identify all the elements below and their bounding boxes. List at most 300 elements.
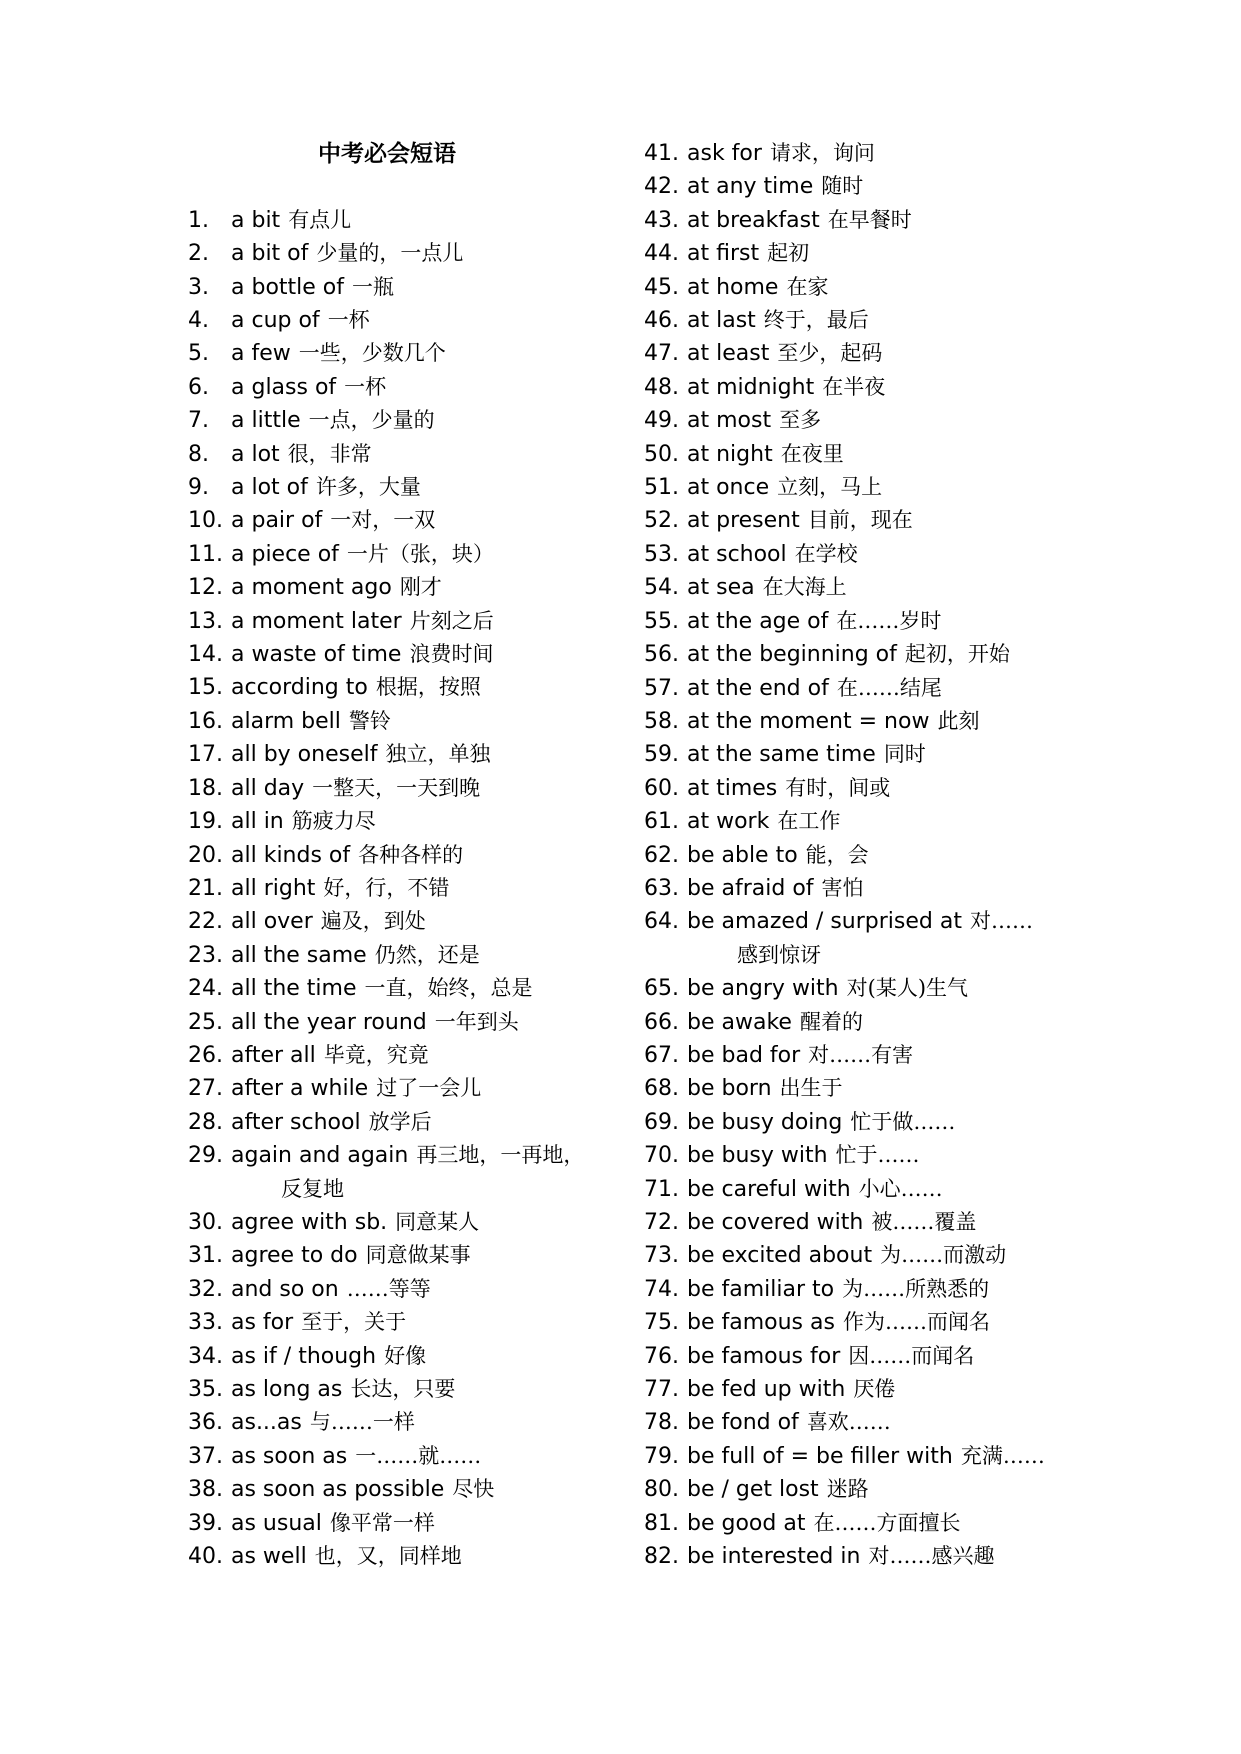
item-line [687,972,968,1005]
english-phrase: after a while [231,1076,369,1102]
item-line [231,1440,481,1473]
chinese-meaning: 在半夜 [822,374,886,399]
item-line [231,1373,455,1406]
phrase-item [644,404,1084,437]
item-text [687,1106,955,1139]
item-number: 2. [188,241,209,267]
item-number: 45. [644,274,679,300]
phrase-item [644,271,1084,304]
chinese-meaning: 在早餐时 [827,207,912,232]
english-phrase: at the same time [687,742,876,768]
chinese-meaning: 片刻之后 [409,608,494,633]
phrase-item [188,538,618,571]
item-line [231,1306,406,1339]
item-text [231,1273,431,1306]
chinese-meaning: 与……一样 [309,1410,415,1435]
chinese-meaning: 同时 [883,742,926,767]
chinese-meaning: 一整天，一天到晚 [312,775,481,800]
item-number: 73. [644,1243,679,1269]
phrase-item [644,137,1084,170]
item-number: 3. [188,274,209,300]
item-line [231,738,490,771]
item-text [231,237,463,270]
item-text [687,404,821,437]
phrase-item [188,671,618,704]
chinese-meaning: 有时，间或 [785,775,891,800]
english-phrase: be careful with [687,1176,851,1202]
item-number: 11. [188,541,223,567]
item-line [687,805,840,838]
chinese-meaning: 根据，按照 [375,675,481,700]
chinese-meaning: 一瓶 [352,274,394,299]
chinese-meaning: 少量的，一点儿 [316,241,464,266]
english-phrase: as soon as [231,1443,348,1469]
item-text [231,1139,584,1206]
item-text [231,1039,429,1072]
item-line [231,872,449,905]
english-phrase: a bottle of [231,274,344,300]
english-phrase: a bit [231,207,281,233]
chinese-meaning: 对…… [969,909,1033,934]
item-line [687,1306,990,1339]
chinese-meaning: 为……所熟悉的 [842,1276,990,1301]
item-number: 36. [188,1410,223,1436]
phrase-item [644,638,1084,671]
english-phrase: be covered with [687,1210,864,1235]
english-phrase: at any time [687,174,814,200]
item-text [231,671,481,704]
item-number: 50. [644,441,679,467]
chinese-meaning: 同意某人 [395,1209,480,1234]
english-phrase: at home [687,274,779,300]
item-line [687,1273,989,1306]
english-phrase: all right [231,875,316,901]
english-phrase: be fed up with [687,1377,846,1403]
phrase-item [644,1273,1084,1306]
item-text [687,1340,974,1373]
item-line [231,1507,435,1540]
english-phrase: be interested in [687,1544,861,1570]
item-number: 69. [644,1109,679,1135]
item-text [687,237,809,270]
item-number: 25. [188,1009,223,1035]
chinese-meaning: 一杯 [344,374,387,399]
item-text [231,1340,426,1373]
item-line [687,137,875,170]
phrase-item [644,304,1084,337]
chinese-meaning: 至少，起码 [777,341,883,366]
item-number: 15. [188,675,223,701]
page-title: 中考必会短语 [318,140,456,167]
english-phrase: at last [687,308,756,334]
english-phrase: be fond of [687,1410,799,1436]
item-line [231,839,463,872]
item-line [231,1072,481,1105]
item-text [687,337,882,370]
chinese-meaning: 在大海上 [762,575,847,600]
chinese-meaning: 很，非常 [287,441,372,466]
chinese-meaning: 为……而激动 [880,1243,1007,1268]
phrase-item [644,1306,1084,1339]
item-number: 75. [644,1310,679,1336]
item-number: 22. [188,909,223,935]
phrase-item [644,1006,1084,1039]
english-phrase: and so on [231,1276,339,1302]
english-phrase: a lot [231,441,280,467]
english-phrase: be busy with [687,1143,828,1169]
item-line [231,638,493,671]
item-number: 57. [644,675,679,701]
item-line [231,538,494,571]
phrase-item [644,605,1084,638]
english-phrase: at the age of [687,608,829,634]
item-line [231,304,370,337]
english-phrase: be bad for [687,1042,801,1068]
item-number: 66. [644,1009,679,1035]
chinese-meaning: 作为……而闻名 [842,1310,990,1335]
english-phrase: all the time [231,976,357,1002]
phrase-item [188,1507,618,1540]
english-phrase: be good at [687,1510,806,1536]
item-text [687,1072,843,1105]
item-number: 55. [644,608,679,634]
item-number: 13. [188,608,223,634]
english-phrase: at least [687,341,770,367]
item-line [687,872,864,905]
item-number: 62. [644,842,679,868]
item-number: 82. [644,1544,679,1570]
english-phrase: according to [231,675,368,701]
english-phrase: all the same [231,942,367,968]
phrase-item [644,1373,1084,1406]
english-phrase: be angry with [687,976,839,1002]
item-line [687,571,847,604]
item-line [231,1273,431,1306]
item-number: 19. [188,809,223,835]
chinese-meaning: 长达，只要 [350,1377,456,1401]
phrase-item [188,1139,618,1206]
item-text [231,371,386,404]
item-text [687,1440,1045,1473]
item-text [687,672,942,705]
chinese-meaning: 出生于 [779,1076,843,1101]
chinese-meaning: 再三地，一再地， [416,1143,585,1168]
phrase-item [188,772,618,805]
phrase-item [188,1106,618,1139]
item-number: 53. [644,541,679,567]
item-number: 46. [644,308,679,334]
item-number: 26. [188,1042,223,1068]
item-text [231,538,494,571]
chinese-meaning: 起初，开始 [904,642,1010,667]
chinese-meaning: 一片（张，块） [346,541,494,566]
item-text [231,271,394,304]
item-number: 72. [644,1210,679,1235]
item-number: 24. [188,976,223,1002]
phrase-item [644,1340,1084,1373]
chinese-meaning: 一杯 [327,308,370,332]
item-line [231,1239,471,1272]
english-phrase: after school [231,1109,361,1135]
phrase-item [188,1006,618,1039]
item-text [231,939,480,972]
phrase-item [644,1039,1084,1072]
phrase-item [188,1540,618,1573]
english-phrase: at night [687,441,773,467]
phrase-list-left [188,204,618,1574]
item-line [687,404,821,437]
item-text [687,1039,913,1072]
item-number: 64. [644,909,679,935]
chinese-meaning: ……等等 [346,1276,431,1301]
item-text [687,805,840,838]
chinese-meaning-continued: 感到惊讶 [737,942,821,967]
chinese-meaning: 对(某人)生气 [846,976,969,1001]
chinese-meaning: 好，行，不错 [323,875,450,900]
item-line [687,1473,869,1506]
chinese-meaning: 毕竟，究竟 [323,1042,429,1067]
phrase-list-right [644,137,1084,1573]
item-number: 81. [644,1510,679,1536]
phrase-item [188,1273,618,1306]
phrase-item [644,1540,1084,1573]
item-text [687,1406,891,1439]
item-number: 21. [188,875,223,901]
english-phrase: at times [687,775,778,801]
item-text [231,772,480,805]
english-phrase: as for [231,1310,294,1336]
item-number: 59. [644,742,679,768]
item-text [687,1473,869,1506]
item-text [231,1239,471,1272]
item-text [231,1072,481,1105]
item-number: 80. [644,1477,679,1503]
english-phrase: a pair of [231,508,323,534]
chinese-meaning-continued: 反复地 [281,1176,344,1201]
phrase-item [644,1473,1084,1506]
chinese-meaning: 能，会 [805,842,869,867]
item-number: 68. [644,1076,679,1102]
item-number: 40. [188,1544,223,1570]
item-text [687,504,913,537]
phrase-item [644,1173,1084,1206]
item-line [687,204,912,237]
chinese-meaning: 浪费时间 [409,642,494,667]
english-phrase: all the year round [231,1009,427,1035]
chinese-meaning: 一点，少量的 [308,408,435,433]
item-text [687,839,869,872]
item-line [231,504,435,537]
phrase-item [644,371,1084,404]
item-line [687,438,844,471]
phrase-item [644,705,1084,738]
item-number: 63. [644,875,679,901]
phrase-item [644,1406,1084,1439]
chinese-meaning: 一对，一双 [330,508,436,533]
chinese-meaning: 刚才 [399,575,442,600]
english-phrase: be amazed / surprised at [687,909,962,935]
item-number: 52. [644,508,679,534]
item-line [687,371,885,404]
item-text [231,1306,406,1339]
item-number: 32. [188,1276,223,1302]
chinese-meaning: 在工作 [777,809,841,834]
item-text [687,1006,863,1039]
item-text [687,538,858,571]
item-number: 76. [644,1343,679,1369]
english-phrase: a cup of [231,308,320,333]
item-text [231,471,421,504]
item-line [687,605,941,638]
phrase-item [644,538,1084,571]
phrase-item [644,471,1084,504]
item-number: 14. [188,642,223,668]
item-number: 28. [188,1109,223,1135]
english-phrase: be familiar to [687,1276,835,1302]
item-text [687,571,847,604]
chinese-meaning: 同意做某事 [365,1243,471,1268]
item-text [687,1173,943,1206]
item-line [687,839,869,872]
item-number: 38. [188,1477,223,1503]
english-phrase: a glass of [231,374,337,400]
phrase-item [188,271,618,304]
chinese-meaning: 筋疲力尽 [291,809,376,834]
phrase-item [188,1206,618,1239]
phrase-item [188,1306,618,1339]
item-number: 71. [644,1176,679,1202]
item-text [687,1373,895,1406]
item-number: 44. [644,241,679,267]
item-line [687,772,890,805]
phrase-item [188,1406,618,1439]
item-text [231,705,391,738]
item-number: 16. [188,708,223,734]
chinese-meaning: 放学后 [368,1109,432,1134]
item-text [231,571,442,604]
item-number: 67. [644,1042,679,1068]
phrase-item [644,571,1084,604]
item-number: 60. [644,775,679,801]
english-phrase: be born [687,1076,772,1102]
item-line [231,237,463,270]
chinese-meaning: 有点儿 [288,207,352,232]
item-line [687,1072,843,1105]
phrase-item [644,1139,1084,1172]
item-line [687,271,828,304]
english-phrase: be awake [687,1009,792,1035]
chinese-meaning: 一……就…… [355,1443,482,1468]
english-phrase: a few [231,341,291,367]
item-number: 58. [644,708,679,734]
phrase-item [644,972,1084,1005]
item-text [687,438,844,471]
item-text [687,638,1010,671]
chinese-meaning: 迷路 [826,1477,869,1502]
chinese-meaning: 终于，最后 [763,308,869,333]
phrase-item [188,237,618,270]
item-line [687,1206,976,1239]
item-line [231,1473,494,1506]
item-text [231,404,435,437]
phrase-item [644,504,1084,537]
item-line [687,1507,960,1540]
item-line [687,905,1033,938]
english-phrase: be full of = be filler with [687,1443,953,1469]
item-text [687,772,890,805]
item-line [687,471,882,504]
item-text [231,839,463,872]
item-line [231,204,351,237]
chinese-meaning: 像平常一样 [329,1510,435,1535]
item-line [231,605,494,638]
item-line [231,404,435,437]
item-number: 27. [188,1076,223,1102]
english-phrase: at the moment = now [687,708,930,734]
item-number: 34. [188,1343,223,1369]
item-number: 6. [188,374,209,400]
item-line [231,1206,479,1239]
english-phrase: as soon as possible [231,1477,445,1503]
chinese-meaning: 小心…… [858,1176,943,1201]
chinese-meaning: 请求，询问 [769,141,875,165]
phrase-item [188,638,618,671]
chinese-meaning: 各种各样的 [358,842,464,867]
item-text [687,1139,920,1172]
left-column [188,137,618,1573]
item-text [687,204,912,237]
item-line [687,1406,891,1439]
item-line [687,1139,920,1172]
item-number: 47. [644,341,679,367]
phrase-item [188,738,618,771]
item-text [687,1239,1006,1272]
item-number: 79. [644,1443,679,1469]
phrase-item [188,605,618,638]
item-line [231,939,480,972]
item-text [687,905,1033,972]
item-text [231,438,372,471]
item-line [687,170,863,203]
phrase-item [188,839,618,872]
chinese-meaning: 起初 [767,241,810,266]
item-line [687,1039,913,1072]
item-text [231,1440,481,1473]
item-number: 9. [188,475,209,501]
phrase-item [644,672,1084,705]
phrase-item [188,939,618,972]
phrase-item [188,204,618,237]
item-line [231,438,372,471]
phrase-item [188,337,618,370]
chinese-meaning: 一些，少数几个 [298,341,446,366]
phrase-item [644,1239,1084,1272]
item-text [231,805,376,838]
english-phrase: as if / though [231,1343,377,1369]
item-text [231,1507,435,1540]
item-line [687,1173,943,1206]
item-line [231,1340,426,1373]
chinese-meaning: 在家 [786,274,829,299]
item-number: 70. [644,1143,679,1169]
item-text [231,337,446,370]
chinese-meaning: 随时 [821,174,864,199]
item-text [231,1206,479,1239]
item-text [687,371,885,404]
item-line [687,1540,994,1573]
phrase-item [188,905,618,938]
item-text [231,1540,462,1573]
